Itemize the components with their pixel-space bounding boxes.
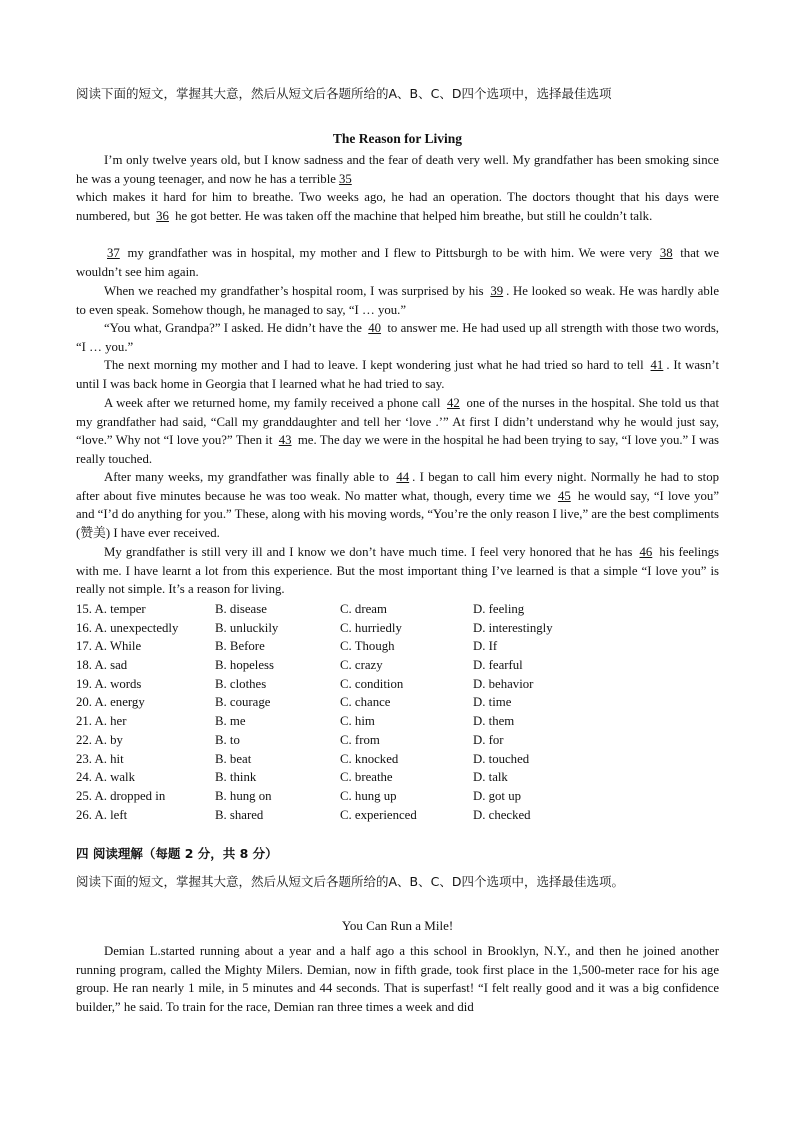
option-row-22: 22. A. by B. to C. from D. for: [76, 732, 504, 747]
option-row-18: 18. A. sad B. hopeless C. crazy D. fearful: [76, 658, 523, 673]
option-row-23: 23. A. hit B. beat C. knocked D. touched: [76, 751, 530, 766]
blank-44: 44: [396, 470, 410, 484]
passage-1-paragraph-3: When we reached my grandfather’s hospital room, I was surprised by his 39 . He looked so weak. He was hardly able to even speak. Somehow though, he managed to say, “I … you.”: [76, 284, 719, 317]
blank-41: 41: [650, 358, 664, 372]
blank-43: 43: [278, 433, 292, 448]
blank-38: 38: [659, 246, 673, 260]
instruction-1: 阅读下面的短文，掌握其大意，然后从短文后各题所给的A、B、C、D四个选项中，选择最佳选项: [76, 86, 612, 101]
passage-2-paragraph-1: Demian L.started running about a year and a half ago a this school in Brooklyn, N.Y., and then he joined another running program, called the Mighty Milers. Demian, now in fifth grade, took first place in the 1,500-meter race for his age group. He ran nearly 1 mile, in 5 minutes and 44 seconds. That is superfast! “I felt really good and it was a big confidence builder,” he said. To train for the race, Demian ran three times a week and did: [76, 944, 719, 1015]
option-row-19: 19. A. words B. clothes C. condition D. behavior: [76, 676, 534, 691]
blank-42: 42: [447, 396, 460, 410]
blank-40: 40: [368, 321, 382, 335]
option-row-15: 15. A. temper B. disease C. dream D. feeling: [76, 602, 525, 616]
passage-1-paragraph-6: A week after we returned home, my family received a phone call 42 one of the nurses in the hospital. She told us that my grandfather had said, “Call my granddaughter and tell her ‘love .’” At first I didn’t understand why he would just say, “love.” Why not “I love you?” Then it 43 me. The day we were in the hospital he had been trying to say, “I love you.” I was really touched.: [76, 396, 720, 467]
option-row-16: 16. A. unexpectedly B. unluckily C. hurriedly D. interestingly: [76, 620, 553, 635]
section-4-heading: 四 阅读理解（每题 2 分，共 8 分）: [76, 846, 278, 861]
options-list: [76, 600, 593, 824]
option-row-25: 25. A. dropped in B. hung on C. hung up D. got up: [76, 788, 521, 803]
instruction-2: 阅读下面的短文，掌握其大意，然后从短文后各题所给的A、B、C、D四个选项中，选择最佳选项。: [76, 874, 624, 889]
passage-1-paragraph-5: The next morning my mother and I had to leave. I kept wondering just what he had tried so hard to tell 41 . It wasn’t until I was back home in Georgia that I learned what he had tried to say.: [76, 358, 719, 391]
passage-1-paragraph-8: My grandfather is still very ill and I know we don’t have much time. I feel very honored that he has 46 his feelings with me. I have learnt a lot from this experience. But the most important thing I’ve learned is that a simple “I love you” is really not simple. It’s a reason for living.: [76, 545, 719, 597]
option-row-17: 17. A. While B. Before C. Though D. If: [76, 639, 498, 654]
blank-36: 36: [156, 209, 169, 224]
option-row-20: 20. A. energy B. courage C. chance D. time: [76, 695, 512, 710]
option-row-24: 24. A. walk B. think C. breathe D. talk: [76, 770, 508, 785]
option-row-26: 26. A. left B. shared C. experienced D. checked: [76, 807, 531, 822]
passage-1-paragraph-1: I’m only twelve years old, but I know sadness and the fear of death very well. My grandfather has been smoking since he was a young teenager, and now he has a terrible 35 which makes it hard for him to breathe. Two weeks ago, he had an operation. The doctors thought that his days were numbered, but 36 he got better. He was taken off the machine that helped him breathe, but still he couldn’t talk.: [76, 153, 719, 224]
blank-35: 35: [338, 171, 352, 186]
blank-37: 37: [107, 246, 120, 260]
option-row-21: 21. A. her B. me C. him D. them: [76, 714, 515, 729]
blank-45: 45: [557, 488, 571, 503]
passage-2-title: You Can Run a Mile!: [341, 918, 454, 933]
passage-1-paragraph-4: “You what, Grandpa?” I asked. He didn’t have the 40 to answer me. He had used up all strength with those two words, “I … you.”: [76, 321, 719, 354]
passage-1-paragraph-7: After many weeks, my grandfather was finally able to 44 . I began to call him every night. Normally he had to stop after about five minutes because he was too weak. No matter what, though, every time we 45 he would say, “I love you” and “I’d do anything for you.” These, along with his moving words, “You’re the only reason I live,” are the best compliments (赞美) I have ever received.: [76, 470, 719, 541]
blank-39: 39: [490, 284, 504, 298]
passage-1-title: The Reason for Living: [332, 131, 463, 146]
blank-46: 46: [639, 545, 653, 559]
passage-1-paragraph-2: 37 my grandfather was in hospital, my mother and I flew to Pittsburgh to be with him. We were very 38 that we wouldn’t see him again.: [76, 246, 719, 279]
